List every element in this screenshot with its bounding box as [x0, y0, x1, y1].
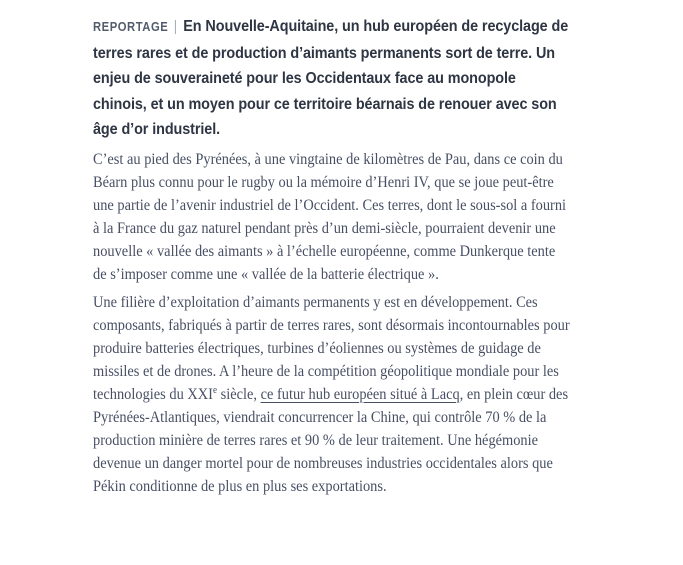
kicker-label: REPORTAGE [93, 20, 169, 34]
article-lede [93, 14, 570, 143]
kicker-separator: | [173, 19, 177, 35]
paragraph-2 [93, 291, 570, 498]
article-body [93, 14, 623, 503]
paragraph-2-text-end: , en plein cœur des Pyrénées-Atlantiques, viendrait concurrencer la Chine, qui contrôle 70 % de la production minière de terres rares et 90 % de leur traitement. Une hégémonie devenue un danger mortel pour de nombreuses industries occidentales alors que Pékin conditionne de plus en plus ses exportations. [93, 385, 569, 495]
paragraph-2-text-mid: siècle, [216, 385, 261, 403]
lede-text: En Nouvelle-Aquitaine, un hub européen de recyclage de terres rares et de production d’aimants permanents sort de terre. Un enjeu de souveraineté pour les Occidentaux face au monopole chinois, et un moyen pour ce territoire béarnais de renouer avec son âge d’or industriel. [93, 18, 569, 138]
paragraph-1: C’est au pied des Pyrénées, à une vingtaine de kilomètres de Pau, dans ce coin du Béarn plus connu pour le rugby ou la mémoire d’Henri IV, que se joue peut-être une partie de l’avenir industriel de l’Occident. Ces terres, dont le sous-sol a fourni à la France du gaz naturel pendant près d’un demi-siècle, pourraient devenir une nouvelle « vallée des aimants » à l’échelle européenne, comme Dunkerque tente de s’imposer comme une « vallée de la batterie électrique ». [93, 150, 567, 283]
lacq-hub-link[interactable]: ce futur hub européen situé à Lacq [260, 385, 460, 403]
ordinal-superscript: e [212, 384, 217, 396]
paragraph-2-text-start: Une filière d’exploitation d’aimants permanents y est en développement. Ces composants, fabriqués à partir de terres rares, sont désormais incontournables pour produire batteries électriques, turbines d’éoliennes ou systèmes de guidage de missiles et de drones. A l’heure de la compétition géopolitique mondiale pour les technologies du XXI [93, 293, 570, 403]
